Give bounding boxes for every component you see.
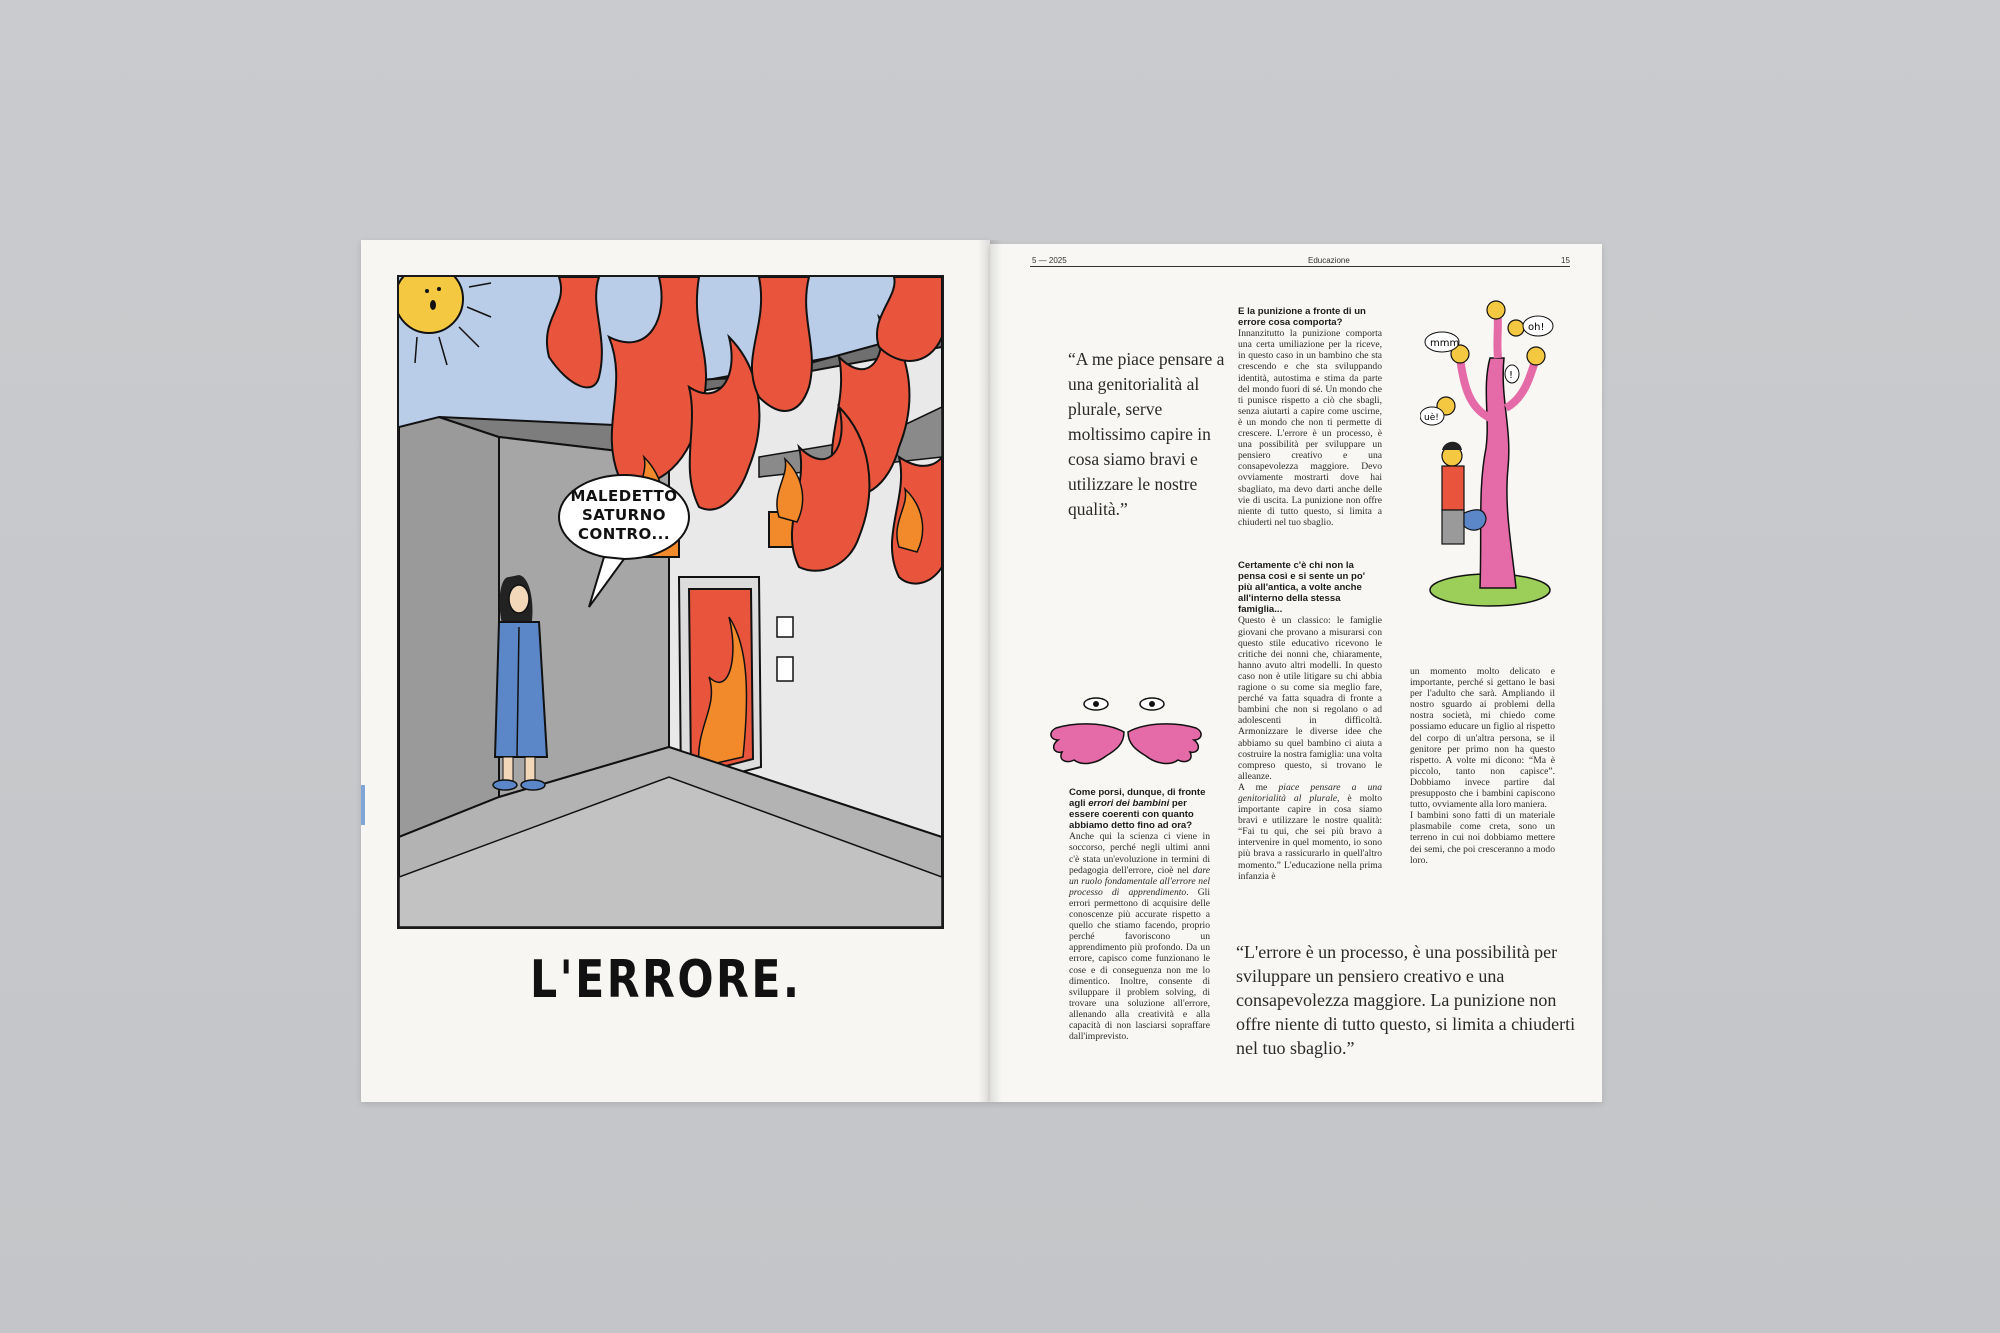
- comic-scene: [399, 277, 942, 927]
- qa-block-3: [1069, 787, 1210, 1042]
- pull-quote-1: “A me piace pensare a una genitorialità al plurale, serve moltissimo capire in cosa siamo bravi e utilizzare le nostre qualità.”: [1068, 349, 1225, 519]
- italic-span: dare un ruolo fondamentale all'errore nel processo di apprendimento: [1069, 864, 1210, 898]
- qa-block-2: [1238, 560, 1382, 882]
- question-heading-3: [1069, 787, 1210, 831]
- bubble-line-1: MALEDETTO: [570, 487, 678, 505]
- hands-eyes-illustration: [1046, 692, 1206, 772]
- text-span: A me: [1238, 781, 1279, 793]
- text-span: Come porsi, dunque, di fronte agli: [1069, 787, 1206, 810]
- answer-text-3: [1069, 831, 1210, 1042]
- pull-quote-2: “L'errore è un processo, è una possibilità per sviluppare un pensiero creativo e una consapevolezza maggiore. La punizione non offre niente di tutto questo, si limita a chiuderti nel tuo sbaglio.”: [1236, 942, 1576, 1058]
- answer-text-2: Questo è un classico: le famiglie giovani che provano a misurarsi con questo stile educativo ricevono le critiche dei nonni che, chiaramente, hanno avuto altri modelli. In questo caso non è utile litigare su chi abbia ragione o su come sia meglio fare, perché va fatta squadra di fronte a bambini che non si regolano o ad adolescenti in difficoltà. Armonizzare le diverse idee che abbiamo su quel bambino ci aiuta a costruire la nostra famiglia: una volta compreso questo, si trovano le alleanze.: [1238, 615, 1382, 782]
- answer-text-2b: [1238, 782, 1382, 882]
- gutter-shadow: [978, 240, 1002, 1102]
- bubble-line-2: SATURNO: [581, 506, 666, 524]
- running-head-page-number: 15: [1561, 256, 1570, 265]
- column-4-text-2: I bambini sono fatti di un materiale plasmabile come creta, sono un terreno in cui noi dobbiamo mettere dei semi, che poi cresceranno a modo loro.: [1410, 810, 1555, 866]
- header-rule: [1030, 266, 1570, 267]
- tree-illustration: [1420, 298, 1560, 608]
- bubble-ue: uè!: [1424, 413, 1439, 423]
- italic-span: piace pensare a una genitorialità al plurale: [1238, 781, 1382, 804]
- bubble-mmm: mmm: [1430, 338, 1460, 349]
- speech-bubble-text: [559, 487, 689, 544]
- answer-text-1: Innanzitutto la punizione comporta una certa umiliazione per la riceve, in questo caso in un bambino che sta crescendo e che sta sviluppando identità, autostima e stima da parte del mondo fuori di sé. Un mondo che ti punisce rispetto a ciò che sbagli, senza aiutarti a capire come uscirne, è un mondo che non ti permette di crescere. L'errore è un processo, è una possibilità per sviluppare un pensiero creativo e una consapevolezza maggiore. Devo ovviamente mostrarti dove hai sbagliato, ma devo darti anche delle vie di uscita. La punizione non offre niente di tutto questo, si limita a chiuderti nel tuo sbaglio.: [1238, 328, 1382, 528]
- bubble-exclaim: !: [1509, 370, 1514, 381]
- bubble-line-3: CONTRO...: [577, 525, 671, 543]
- running-head-center: Educazione: [1308, 256, 1350, 265]
- question-heading-1: E la punizione a fronte di un errore cosa comporta?: [1238, 306, 1366, 329]
- text-span: . Gli errori permettono di acquisire delle conoscenze più accurate rispetto a quello che stiamo facendo, proprio perché favoriscono un apprendimento più profondo. Da un errore, capisco come funzionano le cose e di conseguenza non me lo dimentico. Inoltre, consente di sviluppare il problem solving, di trovare una soluzione all'errore, allenando alla creatività e alla capacità di non lasciarsi sopraffare dall'imprevisto.: [1069, 886, 1210, 1043]
- text-span: per essere coerenti con quanto abbiamo detto fino ad ora?: [1069, 798, 1194, 832]
- column-4-text: un momento molto delicato e importante, perché si gettano le basi per l'adulto che sarà. Ampliando il nostro sguardo ai problemi della nostra società, mi chiedo come possiamo educare un figlio al rispetto del corpo di un'altra persona, se il genitore per primo non ha questo rispetto. A volte mi dicono: “Ma è piccolo, tanto non capisce”. Dobbiamo invece partire dal presupposto che i bambini capiscono tutto, ovviamente alla loro maniera.: [1410, 666, 1555, 811]
- bubble-oh: oh!: [1528, 322, 1545, 333]
- text-span: Anche qui la scienza ci viene in soccorso, perché negli ultimi anni c'è stata un'evoluzione in termini di pedagogia dell'errore, cioè nel: [1069, 831, 1210, 876]
- page-edge-tab: [361, 785, 365, 825]
- comic-illustration: [397, 275, 944, 929]
- qa-block-1: [1238, 306, 1382, 528]
- comic-title: L'ERRORE.: [530, 950, 802, 1010]
- question-heading-2: Certamente c'è chi non la pensa così e si sente un po' più all'antica, a volte anche all'interno della stessa famiglia...: [1238, 560, 1366, 616]
- text-span: , è molto importante capire in cosa siamo bravi e utilizzare le nostre qualità: “Fai tu qui, che sei più bravo a intervenire in quel momento, io sono più brava a rassicurarlo in quell'altro momento.” L'educazione nella prima infanzia è: [1238, 792, 1382, 882]
- italic-span: errori dei bambini: [1088, 798, 1170, 810]
- text-column-4: [1410, 666, 1555, 866]
- running-head-left: 5 — 2025: [1032, 256, 1067, 265]
